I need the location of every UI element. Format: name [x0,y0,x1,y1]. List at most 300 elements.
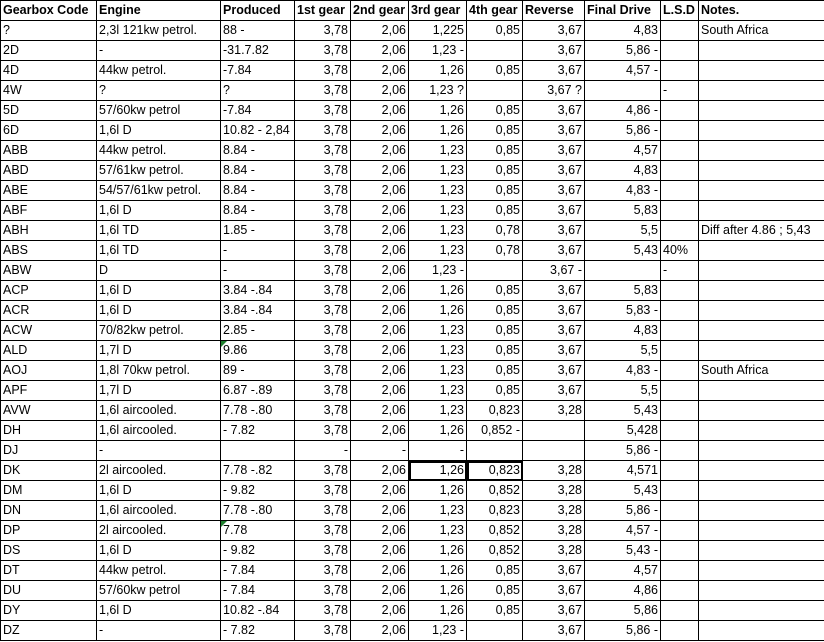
cell-final-drive[interactable]: 5,83 - [585,301,661,321]
cell-engine[interactable]: 1,6l D [97,301,221,321]
cell-final-drive[interactable]: 4,57 - [585,521,661,541]
cell-final-drive[interactable]: 5,86 - [585,41,661,61]
cell-2nd-gear[interactable]: 2,06 [351,181,409,201]
cell-engine[interactable]: 1,6l D [97,481,221,501]
cell-engine[interactable]: 44kw petrol. [97,561,221,581]
cell-notes[interactable] [699,41,824,61]
cell-4th-gear[interactable]: 0,85 [467,201,523,221]
cell-4th-gear[interactable]: 0,85 [467,341,523,361]
cell-reverse[interactable]: 3,67 [523,181,585,201]
cell-4th-gear[interactable] [467,441,523,461]
cell-lsd[interactable] [661,61,699,81]
cell-4th-gear[interactable]: 0,852 - [467,421,523,441]
cell-1st-gear[interactable]: 3,78 [295,261,351,281]
cell-2nd-gear[interactable]: 2,06 [351,81,409,101]
cell-gearbox-code[interactable]: DK [1,461,97,481]
cell-notes[interactable]: South Africa [699,21,824,41]
cell-1st-gear[interactable]: 3,78 [295,141,351,161]
cell-gearbox-code[interactable]: ACP [1,281,97,301]
cell-3rd-gear[interactable]: 1,26 [409,281,467,301]
cell-3rd-gear[interactable]: - [409,441,467,461]
cell-final-drive[interactable]: 5,86 - [585,621,661,641]
cell-produced[interactable]: 8.84 - [221,181,295,201]
col-header-notes[interactable]: Notes. [699,1,824,21]
cell-3rd-gear[interactable]: 1,23 [409,341,467,361]
cell-lsd[interactable] [661,541,699,561]
cell-1st-gear[interactable]: - [295,441,351,461]
col-header-lsd[interactable]: L.S.D [661,1,699,21]
cell-final-drive[interactable]: 5,86 [585,601,661,621]
cell-notes[interactable] [699,401,824,421]
cell-4th-gear[interactable]: 0,85 [467,361,523,381]
cell-reverse[interactable]: 3,67 [523,381,585,401]
cell-2nd-gear[interactable]: 2,06 [351,501,409,521]
cell-reverse[interactable]: 3,67 [523,141,585,161]
cell-produced[interactable]: - [221,241,295,261]
cell-gearbox-code[interactable]: ABW [1,261,97,281]
cell-1st-gear[interactable]: 3,78 [295,281,351,301]
cell-gearbox-code[interactable]: ALD [1,341,97,361]
cell-notes[interactable] [699,161,824,181]
col-header-1st-gear[interactable]: 1st gear [295,1,351,21]
cell-lsd[interactable] [661,21,699,41]
cell-engine[interactable]: 1,6l D [97,541,221,561]
cell-notes[interactable] [699,561,824,581]
cell-lsd[interactable] [661,481,699,501]
cell-gearbox-code[interactable]: APF [1,381,97,401]
cell-gearbox-code[interactable]: 6D [1,121,97,141]
cell-reverse[interactable]: 3,67 [523,201,585,221]
cell-lsd[interactable] [661,201,699,221]
cell-2nd-gear[interactable]: 2,06 [351,601,409,621]
cell-final-drive[interactable]: 5,86 - [585,501,661,521]
cell-4th-gear[interactable]: 0,85 [467,561,523,581]
cell-3rd-gear[interactable]: 1,23 [409,241,467,261]
cell-2nd-gear[interactable]: 2,06 [351,401,409,421]
cell-reverse[interactable]: 3,67 [523,621,585,641]
cell-3rd-gear[interactable]: 1,26 [409,601,467,621]
cell-3rd-gear[interactable]: 1,23 [409,401,467,421]
cell-produced[interactable]: -7.84 [221,101,295,121]
cell-lsd[interactable] [661,121,699,141]
cell-2nd-gear[interactable]: 2,06 [351,281,409,301]
cell-4th-gear[interactable] [467,621,523,641]
cell-engine[interactable]: 1,7l D [97,381,221,401]
cell-3rd-gear[interactable]: 1,26 [409,61,467,81]
cell-2nd-gear[interactable]: 2,06 [351,141,409,161]
cell-4th-gear[interactable]: 0,852 [467,521,523,541]
cell-engine[interactable]: 1,6l TD [97,221,221,241]
cell-engine[interactable]: - [97,621,221,641]
cell-notes[interactable] [699,261,824,281]
cell-4th-gear[interactable]: 0,85 [467,141,523,161]
cell-final-drive[interactable]: 5,83 [585,201,661,221]
cell-produced[interactable]: - 7.82 [221,421,295,441]
cell-notes[interactable] [699,581,824,601]
cell-gearbox-code[interactable]: ABS [1,241,97,261]
cell-1st-gear[interactable]: 3,78 [295,341,351,361]
cell-3rd-gear[interactable]: 1,23 [409,361,467,381]
cell-engine[interactable]: 70/82kw petrol. [97,321,221,341]
cell-reverse[interactable]: 3,67 - [523,261,585,281]
cell-2nd-gear[interactable]: 2,06 [351,301,409,321]
cell-4th-gear[interactable]: 0,78 [467,241,523,261]
cell-2nd-gear[interactable]: 2,06 [351,221,409,241]
cell-reverse[interactable]: 3,28 [523,501,585,521]
cell-reverse[interactable]: 3,67 [523,101,585,121]
cell-final-drive[interactable]: 4,57 - [585,61,661,81]
cell-1st-gear[interactable]: 3,78 [295,501,351,521]
cell-2nd-gear[interactable]: 2,06 [351,261,409,281]
cell-gearbox-code[interactable]: 4D [1,61,97,81]
cell-1st-gear[interactable]: 3,78 [295,321,351,341]
cell-final-drive[interactable]: 5,86 - [585,441,661,461]
cell-3rd-gear[interactable]: 1,23 [409,501,467,521]
cell-reverse[interactable]: 3,67 [523,361,585,381]
cell-1st-gear[interactable]: 3,78 [295,561,351,581]
cell-lsd[interactable] [661,441,699,461]
cell-2nd-gear[interactable]: 2,06 [351,381,409,401]
cell-lsd[interactable] [661,421,699,441]
cell-2nd-gear[interactable]: 2,06 [351,481,409,501]
cell-reverse[interactable]: 3,67 [523,561,585,581]
cell-lsd[interactable] [661,621,699,641]
cell-produced[interactable]: 7.78 -.80 [221,401,295,421]
cell-notes[interactable] [699,481,824,501]
cell-2nd-gear[interactable]: 2,06 [351,461,409,481]
cell-reverse[interactable]: 3,67 [523,41,585,61]
cell-final-drive[interactable]: 4,86 - [585,101,661,121]
cell-lsd[interactable] [661,401,699,421]
cell-lsd[interactable]: - [661,81,699,101]
cell-gearbox-code[interactable]: ABH [1,221,97,241]
cell-lsd[interactable] [661,301,699,321]
cell-reverse[interactable]: 3,67 [523,341,585,361]
cell-final-drive[interactable]: 4,57 [585,141,661,161]
col-header-3rd-gear[interactable]: 3rd gear [409,1,467,21]
cell-4th-gear[interactable] [467,261,523,281]
cell-notes[interactable] [699,181,824,201]
cell-final-drive[interactable]: 4,83 - [585,181,661,201]
col-header-4th-gear[interactable]: 4th gear [467,1,523,21]
cell-4th-gear[interactable]: 0,823 [467,401,523,421]
cell-3rd-gear[interactable]: 1,23 - [409,621,467,641]
cell-2nd-gear[interactable]: 2,06 [351,121,409,141]
cell-notes[interactable] [699,121,824,141]
cell-engine[interactable]: 1,8l 70kw petrol. [97,361,221,381]
cell-gearbox-code[interactable]: DJ [1,441,97,461]
cell-final-drive[interactable]: 5,43 [585,241,661,261]
cell-gearbox-code[interactable]: DM [1,481,97,501]
cell-engine[interactable]: 57/60kw petrol [97,101,221,121]
cell-2nd-gear[interactable]: 2,06 [351,21,409,41]
col-header-engine[interactable]: Engine [97,1,221,21]
col-header-reverse[interactable]: Reverse [523,1,585,21]
cell-final-drive[interactable] [585,261,661,281]
cell-produced[interactable]: - 7.82 [221,621,295,641]
cell-engine[interactable]: 1,6l D [97,281,221,301]
cell-final-drive[interactable]: 5,43 - [585,541,661,561]
cell-lsd[interactable] [661,181,699,201]
cell-produced[interactable]: - [221,261,295,281]
cell-reverse[interactable] [523,441,585,461]
cell-1st-gear[interactable]: 3,78 [295,381,351,401]
cell-gearbox-code[interactable]: ABE [1,181,97,201]
cell-gearbox-code[interactable]: AOJ [1,361,97,381]
cell-gearbox-code[interactable]: DP [1,521,97,541]
col-header-produced[interactable]: Produced [221,1,295,21]
cell-3rd-gear[interactable]: 1,26 [409,121,467,141]
cell-produced[interactable]: 8.84 - [221,141,295,161]
cell-1st-gear[interactable]: 3,78 [295,41,351,61]
cell-lsd[interactable] [661,501,699,521]
cell-1st-gear[interactable]: 3,78 [295,421,351,441]
cell-reverse[interactable]: 3,67 [523,121,585,141]
cell-1st-gear[interactable]: 3,78 [295,301,351,321]
cell-notes[interactable] [699,461,824,481]
cell-1st-gear[interactable]: 3,78 [295,461,351,481]
cell-final-drive[interactable]: 5,83 [585,281,661,301]
cell-lsd[interactable] [661,561,699,581]
cell-produced[interactable]: - 9.82 [221,481,295,501]
cell-final-drive[interactable] [585,81,661,101]
cell-final-drive[interactable]: 5,428 [585,421,661,441]
cell-1st-gear[interactable]: 3,78 [295,241,351,261]
cell-2nd-gear[interactable]: 2,06 [351,421,409,441]
cell-reverse[interactable]: 3,28 [523,461,585,481]
cell-2nd-gear[interactable]: 2,06 [351,241,409,261]
cell-3rd-gear[interactable]: 1,26 [409,541,467,561]
cell-2nd-gear[interactable]: 2,06 [351,341,409,361]
cell-reverse[interactable]: 3,67 [523,221,585,241]
cell-1st-gear[interactable]: 3,78 [295,201,351,221]
cell-lsd[interactable] [661,381,699,401]
cell-3rd-gear[interactable]: 1,23 [409,521,467,541]
cell-engine[interactable]: ? [97,81,221,101]
cell-notes[interactable] [699,621,824,641]
cell-reverse[interactable]: 3,67 [523,321,585,341]
cell-engine[interactable]: 1,6l D [97,601,221,621]
cell-gearbox-code[interactable]: ? [1,21,97,41]
cell-final-drive[interactable]: 5,5 [585,341,661,361]
cell-gearbox-code[interactable]: DS [1,541,97,561]
cell-1st-gear[interactable]: 3,78 [295,621,351,641]
cell-gearbox-code[interactable]: DZ [1,621,97,641]
cell-lsd[interactable]: - [661,261,699,281]
cell-produced[interactable]: 7.78 -.80 [221,501,295,521]
cell-4th-gear[interactable]: 0,85 [467,101,523,121]
cell-1st-gear[interactable]: 3,78 [295,101,351,121]
cell-produced[interactable] [221,441,295,461]
cell-produced[interactable]: 1.85 - [221,221,295,241]
cell-notes[interactable] [699,321,824,341]
cell-lsd[interactable] [661,361,699,381]
cell-2nd-gear[interactable]: 2,06 [351,61,409,81]
cell-reverse[interactable]: 3,67 [523,61,585,81]
cell-engine[interactable]: 44kw petrol. [97,141,221,161]
cell-1st-gear[interactable]: 3,78 [295,581,351,601]
cell-engine[interactable]: 44kw petrol. [97,61,221,81]
cell-1st-gear[interactable]: 3,78 [295,181,351,201]
cell-2nd-gear[interactable]: 2,06 [351,581,409,601]
cell-2nd-gear[interactable]: 2,06 [351,41,409,61]
cell-4th-gear[interactable]: 0,85 [467,581,523,601]
cell-produced[interactable]: 6.87 -.89 [221,381,295,401]
cell-notes[interactable] [699,281,824,301]
cell-lsd[interactable] [661,601,699,621]
cell-gearbox-code[interactable]: DN [1,501,97,521]
cell-produced[interactable]: ? [221,81,295,101]
cell-gearbox-code[interactable]: 2D [1,41,97,61]
cell-engine[interactable]: 1,6l aircooled. [97,421,221,441]
cell-lsd[interactable] [661,141,699,161]
cell-notes[interactable] [699,421,824,441]
cell-notes[interactable]: South Africa [699,361,824,381]
cell-notes[interactable] [699,381,824,401]
cell-produced[interactable]: 10.82 -.84 [221,601,295,621]
cell-4th-gear[interactable]: 0,85 [467,61,523,81]
cell-gearbox-code[interactable]: DH [1,421,97,441]
cell-1st-gear[interactable]: 3,78 [295,121,351,141]
cell-engine[interactable]: 57/61kw petrol. [97,161,221,181]
cell-4th-gear[interactable]: 0,78 [467,221,523,241]
cell-produced-with-comment[interactable]: 9.86 [221,341,295,361]
col-header-gearbox-code[interactable]: Gearbox Code [1,1,97,21]
cell-notes[interactable] [699,441,824,461]
cell-engine[interactable]: - [97,441,221,461]
cell-2nd-gear[interactable]: 2,06 [351,101,409,121]
cell-final-drive[interactable]: 5,43 [585,401,661,421]
cell-produced[interactable]: 2.85 - [221,321,295,341]
cell-3rd-gear[interactable]: 1,26 [409,481,467,501]
cell-1st-gear[interactable]: 3,78 [295,161,351,181]
cell-3rd-gear[interactable]: 1,26 [409,461,467,481]
cell-2nd-gear[interactable]: 2,06 [351,321,409,341]
cell-notes[interactable] [699,101,824,121]
cell-produced[interactable]: 10.82 - 2,84 [221,121,295,141]
cell-gearbox-code[interactable]: ABF [1,201,97,221]
cell-3rd-gear[interactable]: 1,23 ? [409,81,467,101]
cell-lsd[interactable] [661,41,699,61]
cell-reverse[interactable]: 3,67 [523,601,585,621]
col-header-final-drive[interactable]: Final Drive [585,1,661,21]
cell-3rd-gear[interactable]: 1,23 - [409,41,467,61]
cell-1st-gear[interactable]: 3,78 [295,81,351,101]
cell-produced[interactable]: 8.84 - [221,161,295,181]
cell-reverse[interactable]: 3,28 [523,481,585,501]
cell-reverse[interactable]: 3,67 [523,301,585,321]
cell-3rd-gear[interactable]: 1,26 [409,561,467,581]
col-header-2nd-gear[interactable]: 2nd gear [351,1,409,21]
cell-final-drive[interactable]: 4,83 - [585,361,661,381]
cell-notes[interactable] [699,141,824,161]
cell-4th-gear[interactable]: 0,85 [467,601,523,621]
cell-engine[interactable]: 2l aircooled. [97,521,221,541]
cell-notes[interactable] [699,201,824,221]
cell-4th-gear[interactable]: 0,823 [467,501,523,521]
cell-engine[interactable]: 1,6l D [97,201,221,221]
cell-final-drive[interactable]: 4,83 [585,321,661,341]
cell-engine[interactable]: 1,7l D [97,341,221,361]
cell-notes[interactable] [699,301,824,321]
cell-2nd-gear[interactable]: 2,06 [351,361,409,381]
cell-gearbox-code[interactable]: DT [1,561,97,581]
cell-2nd-gear[interactable]: 2,06 [351,541,409,561]
cell-3rd-gear[interactable]: 1,23 [409,221,467,241]
cell-1st-gear[interactable]: 3,78 [295,481,351,501]
cell-2nd-gear[interactable]: 2,06 [351,161,409,181]
cell-final-drive[interactable]: 5,5 [585,381,661,401]
cell-lsd[interactable] [661,341,699,361]
cell-final-drive[interactable]: 5,86 - [585,121,661,141]
cell-3rd-gear[interactable]: 1,23 [409,381,467,401]
cell-gearbox-code[interactable]: AVW [1,401,97,421]
cell-produced[interactable]: - 7.84 [221,561,295,581]
cell-lsd[interactable] [661,161,699,181]
cell-engine[interactable]: D [97,261,221,281]
cell-reverse[interactable]: 3,28 [523,521,585,541]
cell-engine[interactable]: 1,6l aircooled. [97,401,221,421]
cell-1st-gear[interactable]: 3,78 [295,541,351,561]
cell-2nd-gear[interactable]: - [351,441,409,461]
cell-4th-gear[interactable]: 0,85 [467,381,523,401]
cell-gearbox-code[interactable]: ABB [1,141,97,161]
cell-gearbox-code[interactable]: 4W [1,81,97,101]
cell-1st-gear[interactable]: 3,78 [295,401,351,421]
cell-gearbox-code[interactable]: DU [1,581,97,601]
cell-reverse[interactable]: 3,67 [523,241,585,261]
cell-3rd-gear[interactable]: 1,23 [409,161,467,181]
cell-4th-gear[interactable]: 0,85 [467,281,523,301]
cell-engine[interactable]: - [97,41,221,61]
cell-produced[interactable]: - 7.84 [221,581,295,601]
cell-reverse[interactable]: 3,67 [523,21,585,41]
cell-gearbox-code[interactable]: ACR [1,301,97,321]
cell-notes[interactable] [699,81,824,101]
cell-notes[interactable] [699,601,824,621]
cell-final-drive[interactable]: 5,43 [585,481,661,501]
cell-notes[interactable] [699,501,824,521]
cell-4th-gear[interactable] [467,41,523,61]
cell-gearbox-code[interactable]: DY [1,601,97,621]
cell-reverse[interactable]: 3,28 [523,401,585,421]
cell-final-drive[interactable]: 4,571 [585,461,661,481]
cell-produced[interactable]: 3.84 -.84 [221,281,295,301]
cell-gearbox-code[interactable]: ACW [1,321,97,341]
cell-3rd-gear[interactable]: 1,225 [409,21,467,41]
cell-gearbox-code[interactable]: 5D [1,101,97,121]
cell-reverse[interactable] [523,421,585,441]
cell-4th-gear[interactable]: 0,85 [467,121,523,141]
cell-2nd-gear[interactable]: 2,06 [351,621,409,641]
cell-3rd-gear[interactable]: 1,23 [409,141,467,161]
cell-engine[interactable]: 1,6l D [97,121,221,141]
cell-lsd[interactable] [661,101,699,121]
cell-notes[interactable]: Diff after 4.86 ; 5,43 [699,221,824,241]
cell-4th-gear[interactable]: 0,85 [467,161,523,181]
cell-reverse[interactable]: 3,67 ? [523,81,585,101]
cell-3rd-gear[interactable]: 1,26 [409,101,467,121]
cell-4th-gear[interactable]: 0,85 [467,321,523,341]
cell-final-drive[interactable]: 4,57 [585,561,661,581]
cell-produced[interactable]: -7.84 [221,61,295,81]
cell-4th-gear[interactable] [467,81,523,101]
cell-produced-with-comment[interactable]: 7.78 [221,521,295,541]
cell-produced[interactable]: 7.78 -.82 [221,461,295,481]
cell-engine[interactable]: 2,3l 121kw petrol. [97,21,221,41]
cell-produced[interactable]: 89 - [221,361,295,381]
cell-lsd[interactable] [661,461,699,481]
